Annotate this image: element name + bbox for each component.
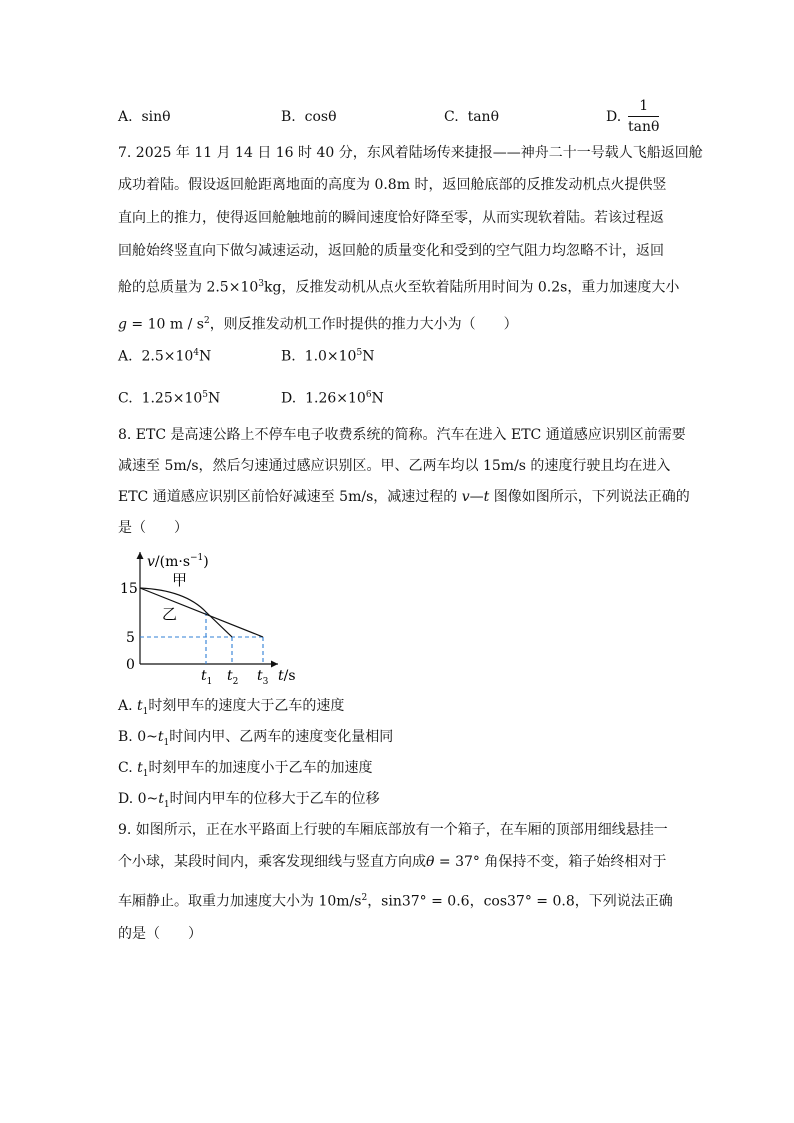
q8-option-c: C. $t_1$时刻甲车的加速度小于乙车的加速度 bbox=[118, 760, 373, 779]
q6-option-a: A. sinθ bbox=[118, 109, 171, 125]
q7-line-5: 舱的总质量为 $2.5\times 10^3kg$，反推发动机从点火至软着陆所用时间为 0.2s，重力加速度大小 bbox=[118, 279, 680, 296]
label-jia: 甲 bbox=[172, 571, 188, 589]
q6-option-d-fraction bbox=[628, 98, 659, 135]
q9-line-2: 个小球，某段时间内，乘客发现细线与竖直方向成θ = 37° 角保持不变，箱子始终相对于 bbox=[118, 854, 667, 870]
x-tick-t2: $t_2$ bbox=[227, 668, 239, 687]
q9-line-1: 9. 如图所示，正在水平路面上行驶的车厢底部放有一个箱子，在车厢的顶部用细线悬挂一 bbox=[118, 822, 668, 838]
q7-line-4: 回舱始终竖直向下做匀减速运动，返回舱的质量变化和受到的空气阻力均忽略不计，返回 bbox=[118, 243, 664, 259]
q6-option-d-label: D. bbox=[606, 109, 622, 125]
q6-option-b: B. cosθ bbox=[281, 109, 337, 125]
x-axis-label: t/s bbox=[278, 668, 296, 684]
origin-label: 0 bbox=[126, 657, 135, 673]
q8-line-4: 是（ ） bbox=[118, 520, 188, 536]
q7-option-b: B. $1.0\times 10^5N$ bbox=[281, 348, 375, 365]
q8-line-3: ETC 通道感应识别区前恰好减速至 5m/s，减速过程的 v—t 图像如图所示，下列说法正确的 bbox=[118, 489, 690, 505]
q7-line-1: 7. 2025 年 11 月 14 日 16 时 40 分，东风着陆场传来捷报——神舟二十一号载人飞船返回舱 bbox=[118, 145, 703, 161]
q7-option-d: D. $1.26\times 10^6N$ bbox=[281, 390, 384, 407]
q8-option-d: D. $0\sim t_1$时间内甲车的位移大于乙车的位移 bbox=[118, 791, 380, 810]
fraction-numerator: 1 bbox=[628, 98, 659, 117]
fraction-denominator: tanθ bbox=[628, 119, 660, 135]
y-tick-15: 15 bbox=[120, 581, 138, 597]
q9-line-3: 车厢静止。取重力加速度大小为 $10m/s^2$，sin37° = 0.6，cos37° = 0.8，下列说法正确 bbox=[118, 893, 673, 910]
y-axis-label: $v/(m\cdot s^{-1})$ bbox=[147, 553, 209, 570]
q7-line-2: 成功着陆。假设返回舱距离地面的高度为 0.8m 时，返回舱底部的反推发动机点火提供竖 bbox=[118, 177, 667, 193]
q7-option-c: C. $1.25\times 10^5N$ bbox=[118, 390, 221, 407]
q7-line-3: 直向上的推力，使得返回舱触地前的瞬间速度恰好降至零，从而实现软着陆。若该过程返 bbox=[118, 210, 664, 226]
q9-line-4: 的是（ ） bbox=[118, 926, 202, 942]
q8-line-2: 减速至 5m/s，然后匀速通过感应识别区。甲、乙两车均以 15m/s 的速度行驶且均在进入 bbox=[118, 458, 671, 474]
curve-yi bbox=[140, 588, 263, 637]
x-tick-t3: $t_3$ bbox=[257, 668, 269, 687]
q8-option-b: B. $0\sim t_1$时间内甲、乙两车的速度变化量相同 bbox=[118, 729, 394, 748]
q8-option-a: A. $t_1$时刻甲车的速度大于乙车的速度 bbox=[118, 698, 345, 717]
q7-line-6: g = 10 m / $s^2$，则反推发动机工作时提供的推力大小为（ ） bbox=[118, 316, 518, 333]
q8-line-1: 8. ETC 是高速公路上不停车电子收费系统的简称。汽车在进入 ETC 通道感应识别区前需要 bbox=[118, 427, 686, 443]
q7-option-a: A. $2.5\times 10^4N$ bbox=[118, 348, 212, 365]
label-yi: 乙 bbox=[162, 605, 178, 623]
v-t-graph bbox=[115, 548, 315, 688]
curve-jia bbox=[140, 588, 232, 637]
q6-option-c: C. tanθ bbox=[444, 109, 499, 125]
x-tick-t1: $t_1$ bbox=[201, 668, 213, 687]
y-tick-5: 5 bbox=[126, 630, 135, 646]
